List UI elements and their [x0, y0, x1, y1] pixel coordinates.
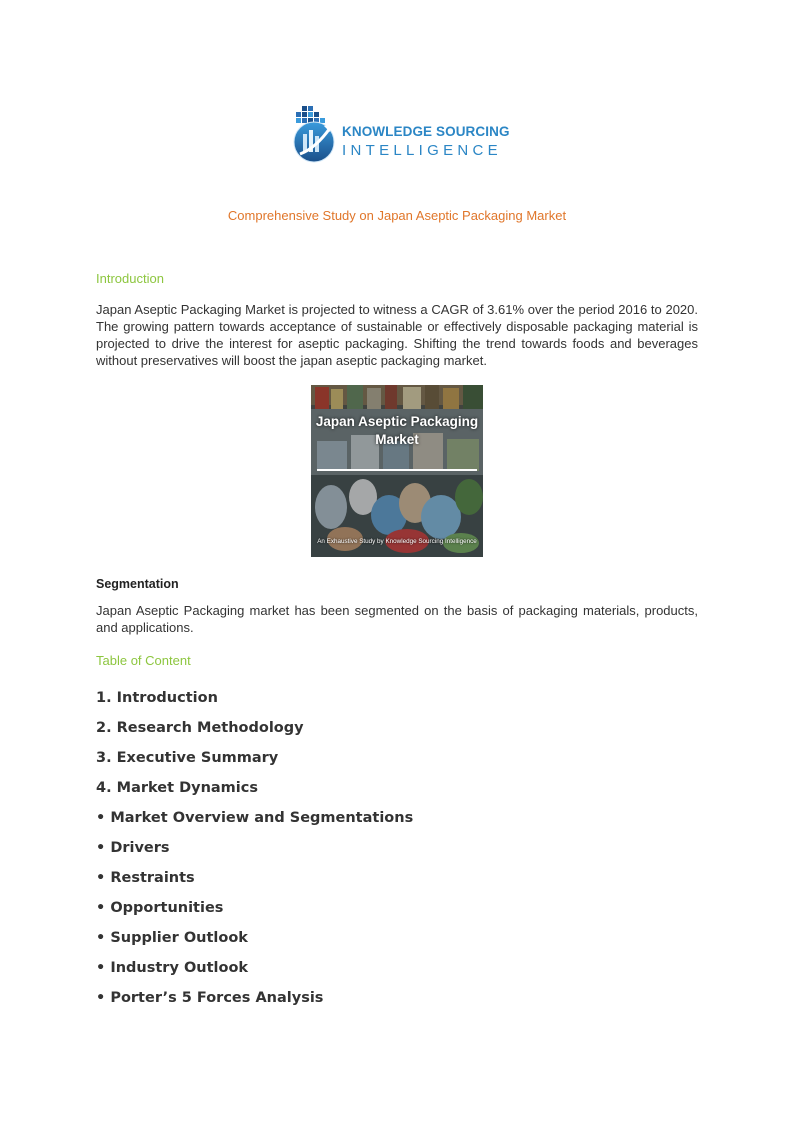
logo-text-line1: KNOWLEDGE SOURCING — [342, 124, 510, 139]
toc-item-restraints: • Restraints — [96, 870, 195, 886]
toc-item-porters-five-forces: • Porter’s 5 Forces Analysis — [96, 990, 324, 1006]
cover-photo-background — [311, 385, 483, 557]
toc-item-industry-outlook: • Industry Outlook — [96, 960, 249, 976]
toc-item-market-dynamics: 4. Market Dynamics — [96, 780, 258, 796]
logo-globe-icon — [290, 104, 342, 166]
toc-item-supplier-outlook: • Supplier Outlook — [96, 930, 248, 946]
toc-heading: Table of Content — [96, 653, 191, 668]
toc-item-executive-summary: 3. Executive Summary — [96, 750, 279, 766]
cover-title-line2: Market — [375, 432, 419, 447]
segmentation-paragraph: Japan Aseptic Packaging market has been segmented on the basis of packaging materials, products, and applications. — [96, 603, 698, 635]
introduction-paragraph: Japan Aseptic Packaging Market is projected to witness a CAGR of 3.61% over the period 2016 to 2020. The growing pattern towards acceptance of sustainable or effectively disposable packaging material is projected to drive the interest for aseptic packaging. Shifting the trend towards foods and beverages without preservatives will boost the japan aseptic packaging market. — [96, 302, 698, 368]
report-cover-image — [311, 385, 483, 557]
cover-title — [311, 413, 483, 449]
toc-item-research-methodology: 2. Research Methodology — [96, 720, 304, 736]
cover-footer-text: An Exhaustive Study by Knowledge Sourcing Intelligence — [317, 538, 477, 545]
toc-list — [96, 688, 413, 1018]
segmentation-heading: Segmentation — [96, 577, 179, 591]
logo-text-line2: INTELLIGENCE — [342, 142, 502, 159]
cover-title-line1: Japan Aseptic Packaging — [315, 414, 479, 429]
toc-item-introduction: 1. Introduction — [96, 690, 218, 706]
company-logo — [290, 104, 510, 166]
toc-item-opportunities: • Opportunities — [96, 900, 224, 916]
cover-divider — [317, 469, 477, 471]
toc-item-drivers: • Drivers — [96, 840, 170, 856]
toc-item-market-overview: • Market Overview and Segmentations — [96, 810, 414, 826]
introduction-heading: Introduction — [96, 271, 164, 286]
document-title: Comprehensive Study on Japan Aseptic Packaging Market — [227, 208, 567, 223]
